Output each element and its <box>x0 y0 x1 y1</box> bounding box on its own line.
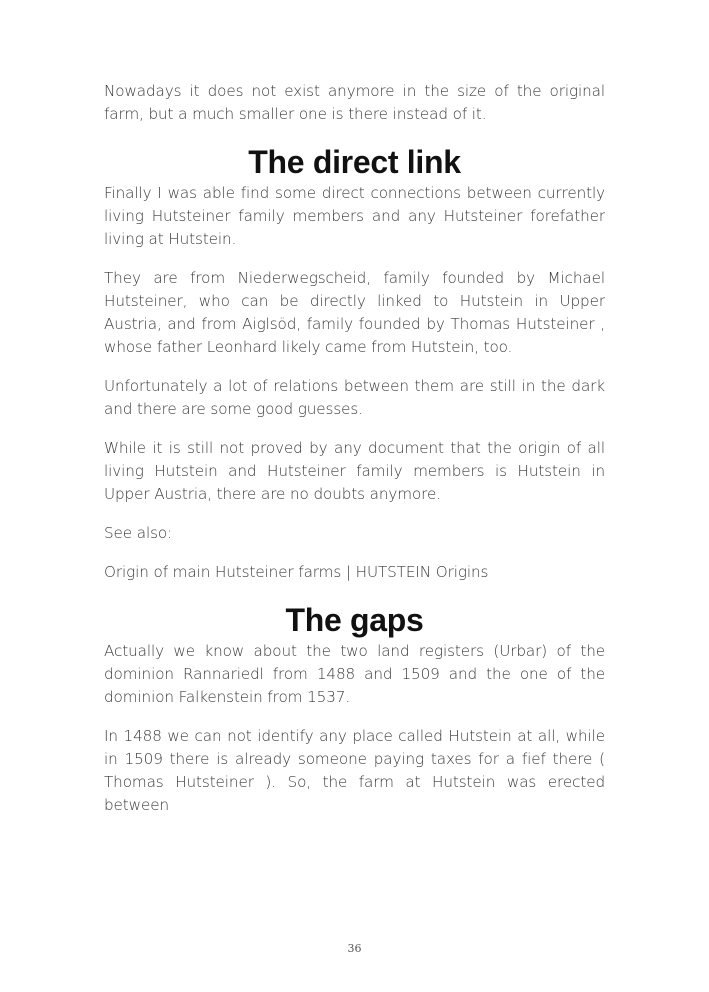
gaps-paragraph-1: Actually we know about the two land registers (Urbar) of the dominion Rannariedl from 1488 and 1509 and the one of the dominion Falkenstein from 1537. <box>104 642 605 706</box>
gaps-paragraph-2: In 1488 we can not identify any place called Hutstein at all, while in 1509 there is already someone paying taxes for a fief there ( Thomas Hutsteiner ). So, the farm at Hutstein was erected between <box>104 727 605 814</box>
page-number: 36 <box>347 942 362 955</box>
page-content <box>104 80 605 833</box>
heading-the-gaps: The gaps <box>285 602 424 638</box>
heading-the-direct-link: The direct link <box>248 144 461 180</box>
direct-link-paragraph-3: Unfortunately a lot of relations between them are still in the dark and there are some good guesses. <box>104 377 605 418</box>
origin-farms-reference: Origin of main Hutsteiner farms | HUTSTEIN Origins <box>104 563 489 581</box>
direct-link-paragraph-4: While it is still not proved by any document that the origin of all living Hutstein and Hutsteiner family members is Hutstein in Upper Austria, there are no doubts anymore. <box>104 439 605 503</box>
direct-link-paragraph-2: They are from Niederwegscheid, family founded by Michael Hutsteiner, who can be directly linked to Hutstein in Upper Austria, and from Aiglsöd, family founded by Thomas Hutsteiner , whose father Leonhard likely came from Hutstein, too. <box>104 269 605 356</box>
direct-link-paragraph-1: Finally I was able find some direct connections between currently living Hutsteiner family members and any Hutsteiner forefather living at Hutstein. <box>104 184 605 248</box>
see-also-label: See also: <box>104 524 173 542</box>
intro-paragraph: Nowadays it does not exist anymore in the size of the original farm, but a much smaller one is there instead of it. <box>104 82 605 123</box>
